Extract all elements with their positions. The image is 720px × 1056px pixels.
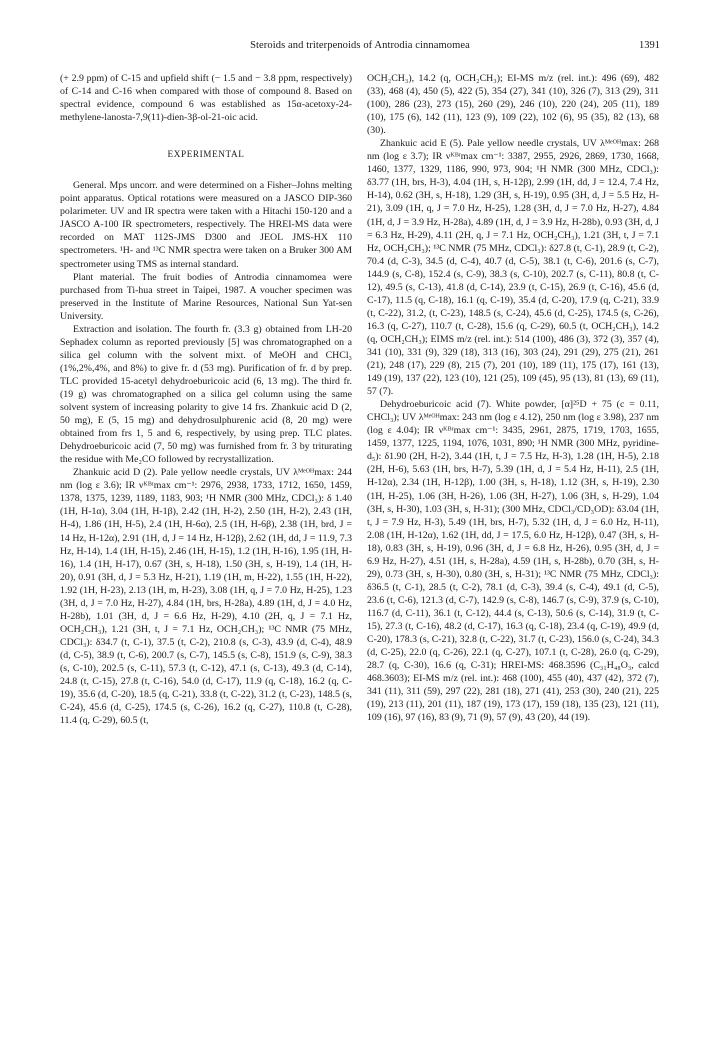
- left-column: [60, 72, 352, 727]
- page-number: 1391: [639, 40, 660, 51]
- dehydroeburicoic-acid-paragraph: Dehydroeburicoic acid (7). White powder, [α]²⁵D + 75 (c = 0.11, CHCl₃); UV λᴹᵉᴼᴴmax: 243 nm (log ε 4.12), 250 nm (log ε 3.98), 237 nm (log ε 4.04); IR νᴷᴮʳmax cm⁻¹: 3435, 2961, 2875, 1719, 1703, 1655, 1459, 1377, 1225, 1194, 1076, 1031, 890; ¹H NMR (300 MHz, pyridine-d₅): δ1.90 (2H, H-2), 3.44 (1H, t, J = 7.5 Hz, H-3), 1.28 (1H, H-5), 2.18 (2H, H-6), 5.63 (1H, brs, H-7), 5.39 (1H, d, J = 5.4 Hz, H-11), 2.5 (1H, H-12α), 2.34 (1H, H-12β), 1.00 (3H, s, H-18), 1.12 (3H, s, H-19), 2.30 (1H, H-25), 1.06 (3H, H-26), 1.06 (3H, H-27), 1.06 (3H, s, H-29), 1.04 (3H, s, H-30), 1.03 (3H, s, H-31); (300 MHz, CDCl₃/CD₃OD): δ3.04 (1H, t, J = 7.9 Hz, H-3), 5.49 (1H, brs, H-7), 5.32 (1H, d, J = 6.0 Hz, H-11), 2.08 (1H, H-12α), 1.62 (1H, dd, J = 17.5, 6.0 Hz, H-12β), 0.47 (3H, s, H-18), 0.83 (3H, s, H-19), 0.96 (3H, d, J = 6.8 Hz, H-26), 0.95 (3H, d, J = 6.9 Hz, H-27), 4.51 (1H, s, H-28a), 4.59 (1H, s, H-28b), 0.70 (3H, s, H-29), 0.73 (3H, s, H-30), 0.80 (3H, s, H-31); ¹³C NMR (75 MHz, CDCl₃): δ36.5 (t, C-1), 28.5 (t, C-2), 78.1 (d, C-3), 39.4 (s, C-4), 49.1 (d, C-5), 23.6 (t, C-6), 121.3 (d, C-7), 142.9 (s, C-8), 146.7 (s, C-9), 37.9 (s, C-10), 116.7 (d, C-11), 36.1 (t, C-12), 44.4 (s, C-13), 50.6 (s, C-14), 31.9 (t, C-15), 27.3 (t, C-16), 48.2 (d, C-17), 16.3 (q, C-18), 23.4 (q, C-19), 49.9 (d, C-20), 178.3 (s, C-21), 32.8 (t, C-22), 31.7 (t, C-23), 156.0 (s, C-24), 34.3 (d, C-25), 22.0 (q, C-26), 22.1 (q, C-27), 107.1 (t, C-28), 26.0 (q, C-29), 28.7 (q, C-30), 16.6 (q, C-31); HREI-MS: 468.3596 (C₃₁H₄₈O₃, calcd 468.3603); EI-MS m/z (rel. int.): 468 (100), 455 (40), 437 (42), 372 (7), 341 (11), 311 (59), 297 (22), 281 (18), 271 (41), 253 (30), 240 (21), 225 (19), 213 (11), 201 (11), 187 (19), 173 (17), 159 (18), 135 (23), 121 (11), 109 (16), 97 (16), 83 (9), 71 (9), 57 (9), 43 (20), 44 (19).: [367, 399, 659, 724]
- section-heading-experimental: EXPERIMENTAL: [167, 149, 245, 160]
- discussion-paragraph: (+ 2.9 ppm) of C-15 and upfield shift (− 1.5 and − 3.8 ppm, respectively) of C-14 and C-16 when compared with those of compound 8. Based on spectral evidence, compound 6 was established as 15α-acetoxy-24-methylene-lanosta-7,9(11)-dien-3β-ol-21-oic acid.: [60, 73, 352, 124]
- general-paragraph: General. Mps uncorr. and were determined on a Fisher–Johns melting point apparatus. Optical rotations were measured on a JASCO DIP-360 polarimeter. UV and IR spectra were taken with a Hitachi 150-120 and a JASCO A-100 IR spectrometers, respectively. The HREI-MS data were recorded on MAT 112S-JMS D300 and JEOL JMS-HX 110 spectrometers. ¹H- and ¹³C NMR spectra were taken on a Bruker 300 AM spectrometer using TMS as internal standard.: [60, 180, 352, 270]
- zhankuic-acid-d-continued: OCH₂CH₃), 14.2 (q, OCH₂CH₃); EI-MS m/z (rel. int.): 496 (69), 482 (33), 468 (4), 450 (5), 422 (5), 354 (27), 341 (10), 326 (7), 313 (29), 311 (100), 286 (23), 273 (15), 260 (29), 246 (10), 220 (24), 205 (11), 189 (10), 175 (6), 142 (11), 123 (9), 109 (22), 102 (6), 95 (35), 82 (13), 68 (30).: [367, 73, 659, 137]
- running-title: Steroids and triterpenoids of Antrodia cinnamomea: [250, 40, 470, 51]
- right-column: [367, 72, 659, 724]
- zhankuic-acid-d-paragraph: Zhankuic acid D (2). Pale yellow needle crystals, UV λᴹᵉᴼᴴmax: 244 nm (log ε 3.6); IR νᴷᴮʳmax cm⁻¹: 2976, 2938, 1733, 1712, 1650, 1459, 1378, 1375, 1239, 1189, 1183, 903; ¹H NMR (300 MHz, CDCl₃): δ 1.40 (1H, H-1α), 3.04 (1H, H-1β), 2.42 (1H, H-2), 2.50 (1H, H-2), 2.43 (1H, H-4), 1.86 (1H, H-5), 2.4 (1H, H-6α), 2.5 (1H, H-6β), 2.38 (1H, brd, J = 14 Hz, H-12α), 2.91 (1H, d, J = 14 Hz, H-12β), 2.62 (1H, dd, J = 11.9, 7.3 Hz, H-14), 1.4 (1H, H-15), 2.46 (1H, H-15), 1.2 (1H, H-16), 1.95 (1H, H-16), 1.4 (1H, H-17), 0.67 (3H, s, H-18), 1.50 (3H, s, H-19), 1.4 (1H, H-20), 0.91 (3H, d, J = 5.3 Hz, H-21), 1.19 (1H, m, H-22), 1.55 (1H, H-22), 1.92 (1H, H-23), 2.13 (1H, m, H-23), 3.08 (1H, q, J = 7.0 Hz, H-25), 1.23 (3H, d, J = 7.0 Hz, H-27), 4.84 (1H, brs, H-28a), 4.89 (1H, d, J = 4.0 Hz, H-28b), 1.01 (3H, d, J = 6.6 Hz, H-29), 4.10 (2H, q, J = 7.1 Hz, OCH₂CH₃), 1.21 (3H, t, J = 7.1 Hz, OCH₂CH₃); ¹³C NMR (75 MHz, CDCl₃): δ34.7 (t, C-1), 37.5 (t, C-2), 210.8 (s, C-3), 43.9 (d, C-4), 48.9 (d, C-5), 38.9 (t, C-6), 200.7 (s, C-7), 145.5 (s, C-8), 151.9 (s, C-9), 38.3 (s, C-10), 202.5 (s, C-11), 57.3 (t, C-12), 47.1 (s, C-13), 49.3 (d, C-14), 24.8 (t, C-15), 27.8 (t, C-16), 54.0 (d, C-17), 11.9 (q, C-18), 16.2 (q, C-19), 35.6 (d, C-20), 18.5 (q, C-21), 33.8 (t, C-22), 31.2 (t, C-23), 148.5 (s, C-24), 45.6 (d, C-25), 174.5 (s, C-26), 16.2 (q, C-27), 110.8 (t, C-28), 11.4 (q, C-29), 60.5 (t,: [60, 467, 352, 727]
- extraction-paragraph: Extraction and isolation. The fourth fr. (3.3 g) obtained from LH-20 Sephadex column as reported previously [5] was chromatographed on a silica gel column with the solvent mixt. of MeOH and CHCl₃ (1%,2%,4%, and 8%) to give fr. d (53 mg). Purification of fr. d by prep. TLC provided 15-acetyl dehydroeburicoic acid (6, 13 mg). The third fr. (19 g) was chromatographed on a silica gel column using the same solvent system of increasing polarity to give 14 frs. Zhankuic acid D (2, 50 mg), E (5, 15 mg) and dehydrosulphurenic acid (8, 20 mg) were obtained from frs 1, 5 and 6, respectively, by using prep. TLC plates. Dehydroeburicoic acid (7, 50 mg) was furnished from fr. 3 by triturating the residue with Me₂CO followed by recrystallization.: [60, 323, 352, 466]
- zhankuic-acid-e-paragraph: Zhankuic acid E (5). Pale yellow needle crystals, UV λᴹᵉᴼᴴmax: 268 nm (log ε 3.7); IR νᴷᴮʳmax cm⁻¹: 3387, 2955, 2926, 2869, 1730, 1668, 1460, 1377, 1329, 1186, 990, 973, 904; ¹H NMR (300 MHz, CDCl₃): δ3.77 (1H, brs, H-3), 4.04 (1H, s, H-12β), 2.99 (1H, dd, J = 12.4, 7.4 Hz, H-14), 0.62 (3H, s, H-18), 1.29 (3H, s, H-19), 0.95 (3H, d, J = 5.5 Hz, H-21), 3.09 (1H, q, J = 7.0 Hz, H-25), 1.28 (3H, d, J = 7.0 Hz, H-27), 4.84 (1H, d, J = 3.9 Hz, H-28a), 4.89 (1H, d, J = 3.9 Hz, H-28b), 0.93 (3H, d, J = 6.3 Hz, H-29), 4.11 (2H, q, J = 7.1 Hz, OCH₂CH₃), 1.21 (3H, t, J = 7.1 Hz, OCH₂CH₃); ¹³C NMR (75 MHz, CDCl₃): δ27.8 (t, C-1), 28.9 (t, C-2), 70.4 (d, C-3), 34.5 (d, C-4), 40.7 (d, C-5), 38.1 (t, C-6), 201.6 (s, C-7), 144.9 (s, C-8), 152.4 (s, C-9), 38.3 (s, C-10), 202.7 (s, C-11), 80.8 (t, C-12), 49.5 (s, C-13), 41.8 (d, C-14), 23.9 (t, C-15), 26.9 (t, C-16), 45.6 (d, C-17), 11.5 (q, C-18), 16.1 (q, C-19), 35.4 (d, C-20), 17.9 (q, C-21), 33.9 (t, C-22), 31.2, (t, C-23), 148.5 (s, C-24), 45.6 (d, C-25), 174.5 (s, C-26), 16.3 (q, C-27), 110.7 (t, C-28), 15.6 (q, C-29), 60.5 (t, OCH₂CH₃), 14.2 (q, OCH₂CH₃); EIMS m/z (rel. int.): 514 (100), 486 (3), 372 (3), 357 (4), 341 (10), 331 (9), 329 (18), 313 (16), 303 (24), 291 (29), 275 (21), 261 (21), 248 (17), 229 (8), 215 (7), 201 (10), 189 (11), 175 (17), 161 (13), 149 (19), 137 (22), 123 (10), 121 (25), 109 (45), 95 (13), 81 (13), 69 (11), 57 (7).: [367, 138, 659, 398]
- running-header: [60, 40, 660, 54]
- plant-material-paragraph: Plant material. The fruit bodies of Antrodia cinnamomea were purchased from Ti-hua street in Taipei, 1987. A voucher specimen was preserved in the Institute of Marine Resources, National Sun Yat-sen University.: [60, 271, 352, 322]
